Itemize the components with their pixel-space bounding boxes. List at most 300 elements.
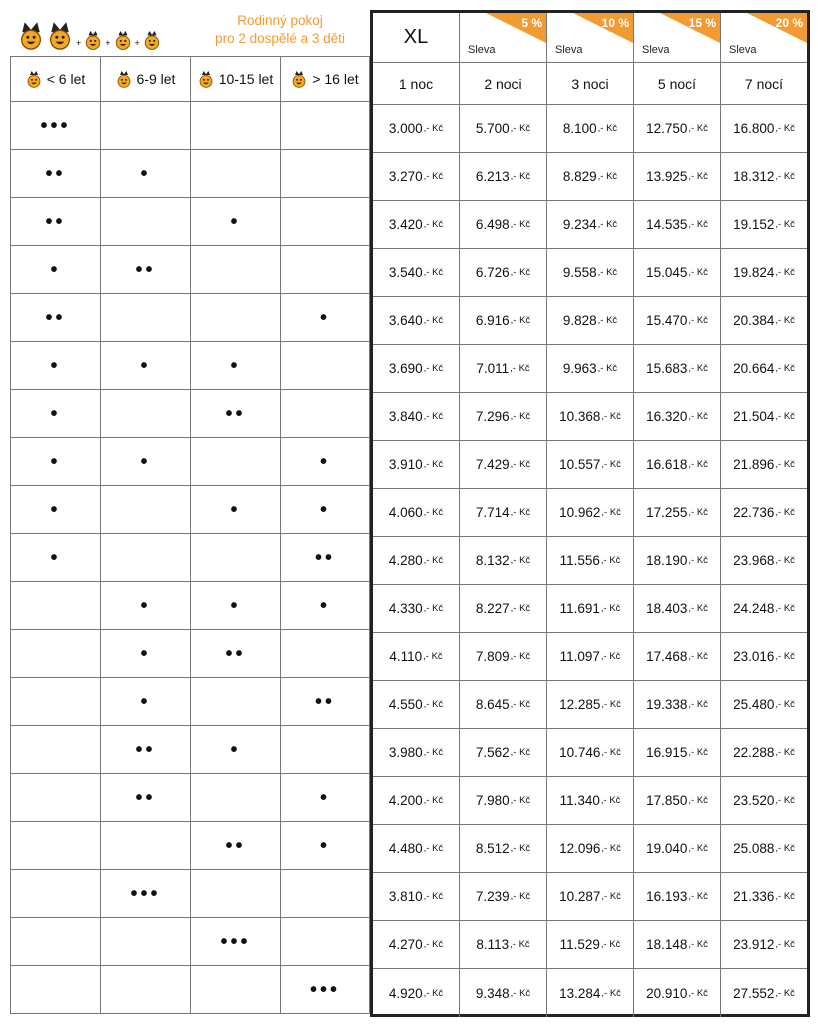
currency-label: ,- Kč bbox=[600, 603, 621, 614]
currency-label: ,- Kč bbox=[775, 651, 795, 662]
price-cell bbox=[720, 441, 807, 488]
price-value: 9.234 bbox=[562, 217, 597, 232]
children-count-cell bbox=[280, 918, 370, 965]
price-cell bbox=[720, 489, 807, 536]
price-value: 10.287 bbox=[559, 889, 601, 904]
currency-label: ,- Kč bbox=[597, 123, 618, 134]
price-cell bbox=[720, 537, 807, 584]
children-count-cell: • bbox=[190, 486, 280, 533]
price-value: 7.714 bbox=[475, 505, 510, 520]
children-row bbox=[10, 342, 370, 390]
price-cell bbox=[633, 825, 720, 872]
currency-label: ,- Kč bbox=[600, 939, 621, 950]
children-count-cell bbox=[190, 438, 280, 485]
currency-label: ,- Kč bbox=[775, 507, 795, 518]
price-cell bbox=[459, 489, 546, 536]
price-cell bbox=[546, 777, 633, 824]
children-count-cell bbox=[10, 918, 100, 965]
price-cell bbox=[720, 969, 807, 1017]
children-count-cell: • bbox=[100, 342, 190, 389]
currency-label: ,- Kč bbox=[775, 267, 795, 278]
children-count-cell: • bbox=[10, 486, 100, 533]
currency-label: ,- Kč bbox=[510, 747, 531, 758]
price-cell bbox=[720, 633, 807, 680]
price-value: 4.280 bbox=[388, 553, 423, 568]
price-cell bbox=[546, 153, 633, 200]
currency-label: ,- Kč bbox=[597, 315, 618, 326]
discount-pct: 15 % bbox=[688, 16, 716, 30]
price-cell bbox=[373, 537, 459, 584]
currency-label: ,- Kč bbox=[423, 987, 444, 999]
price-value: 20.384 bbox=[733, 313, 775, 328]
price-value: 8.227 bbox=[475, 601, 510, 616]
child-face-icon bbox=[143, 29, 161, 56]
children-count-cell: • bbox=[280, 438, 370, 485]
children-count-cell: • bbox=[280, 822, 370, 869]
price-value: 6.213 bbox=[475, 169, 510, 184]
children-count-cell bbox=[100, 966, 190, 1013]
price-value: 11.097 bbox=[559, 649, 600, 664]
child-face-icon bbox=[116, 69, 134, 89]
price-value: 7.562 bbox=[475, 745, 510, 760]
price-row bbox=[373, 585, 807, 633]
currency-label: ,- Kč bbox=[600, 555, 621, 566]
price-value: 18.312 bbox=[733, 169, 775, 184]
price-cell bbox=[546, 441, 633, 488]
currency-label: ,- Kč bbox=[600, 795, 621, 806]
currency-label: ,- Kč bbox=[423, 699, 444, 710]
children-count-cell bbox=[10, 870, 100, 917]
price-value: 4.060 bbox=[388, 505, 423, 520]
currency-label: ,- Kč bbox=[775, 171, 795, 182]
price-cell bbox=[373, 345, 459, 392]
currency-label: ,- Kč bbox=[423, 363, 444, 374]
price-value: 10.557 bbox=[559, 457, 601, 472]
price-value: 20.910 bbox=[646, 985, 688, 1001]
price-row bbox=[373, 537, 807, 585]
children-count-cell bbox=[100, 534, 190, 581]
price-cell bbox=[546, 537, 633, 584]
price-cell bbox=[633, 681, 720, 728]
currency-label: ,- Kč bbox=[688, 699, 708, 710]
currency-label: ,- Kč bbox=[601, 987, 621, 999]
children-row bbox=[10, 150, 370, 198]
price-value: 17.468 bbox=[646, 649, 688, 664]
price-value: 16.915 bbox=[646, 745, 688, 760]
children-count-cell: • bbox=[10, 534, 100, 581]
currency-label: ,- Kč bbox=[775, 555, 795, 566]
children-count-cell bbox=[190, 246, 280, 293]
price-cell bbox=[633, 393, 720, 440]
price-cell bbox=[546, 489, 633, 536]
currency-label: ,- Kč bbox=[688, 555, 708, 566]
child-face-icon bbox=[198, 69, 216, 89]
currency-label: ,- Kč bbox=[510, 363, 530, 374]
children-count-cell bbox=[280, 726, 370, 773]
price-value: 16.800 bbox=[733, 121, 775, 136]
discount-cell bbox=[459, 13, 546, 62]
price-row bbox=[373, 441, 807, 489]
price-value: 15.470 bbox=[646, 313, 688, 328]
price-cell bbox=[546, 585, 633, 632]
price-cell bbox=[546, 921, 633, 968]
currency-label: ,- Kč bbox=[775, 939, 795, 950]
price-cell bbox=[546, 393, 633, 440]
currency-label: ,- Kč bbox=[688, 267, 708, 278]
price-value: 12.096 bbox=[559, 841, 601, 856]
price-cell bbox=[546, 873, 633, 920]
currency-label: ,- Kč bbox=[423, 747, 444, 758]
currency-label: ,- Kč bbox=[423, 795, 444, 806]
children-row bbox=[10, 582, 370, 630]
price-cell bbox=[546, 825, 633, 872]
currency-label: ,- Kč bbox=[510, 651, 531, 662]
currency-label: ,- Kč bbox=[510, 459, 531, 470]
children-count-cell bbox=[100, 918, 190, 965]
children-row bbox=[10, 246, 370, 294]
currency-label: ,- Kč bbox=[688, 315, 708, 326]
price-cell bbox=[546, 729, 633, 776]
discount-pct: 5 % bbox=[521, 16, 542, 30]
currency-label: ,- Kč bbox=[688, 219, 708, 230]
room-title-line1: Rodinný pokoj bbox=[237, 13, 323, 28]
price-cell bbox=[633, 585, 720, 632]
children-count-cell: •• bbox=[190, 390, 280, 437]
children-row bbox=[10, 822, 370, 870]
price-value: 16.320 bbox=[646, 409, 688, 424]
price-cell bbox=[459, 297, 546, 344]
currency-label: ,- Kč bbox=[775, 987, 795, 999]
price-row bbox=[373, 873, 807, 921]
child-face-icon bbox=[84, 29, 102, 56]
currency-label: ,- Kč bbox=[510, 795, 531, 806]
price-cell bbox=[459, 777, 546, 824]
price-value: 3.420 bbox=[388, 217, 423, 232]
children-count-cell bbox=[280, 198, 370, 245]
children-count-cell: •• bbox=[10, 150, 100, 197]
currency-label: ,- Kč bbox=[688, 507, 708, 518]
currency-label: ,- Kč bbox=[775, 603, 795, 614]
children-count-cell: •• bbox=[100, 726, 190, 773]
children-count-cell: • bbox=[280, 774, 370, 821]
currency-label: ,- Kč bbox=[688, 363, 708, 374]
children-count-cell bbox=[10, 726, 100, 773]
age-header-row bbox=[10, 56, 370, 102]
price-value: 16.618 bbox=[646, 457, 688, 472]
children-count-cell bbox=[100, 102, 190, 149]
price-cell bbox=[720, 825, 807, 872]
currency-label: ,- Kč bbox=[688, 795, 708, 806]
price-cell bbox=[373, 489, 459, 536]
children-count-cell bbox=[190, 102, 280, 149]
children-count-cell: •• bbox=[100, 246, 190, 293]
children-count-cell bbox=[100, 294, 190, 341]
price-cell bbox=[720, 921, 807, 968]
price-value: 8.113 bbox=[476, 937, 510, 952]
price-cell bbox=[633, 441, 720, 488]
price-value: 22.288 bbox=[733, 745, 775, 760]
currency-label: ,- Kč bbox=[597, 219, 618, 230]
currency-label: ,- Kč bbox=[510, 891, 531, 902]
price-cell bbox=[546, 201, 633, 248]
children-count-cell: ••• bbox=[100, 870, 190, 917]
price-value: 5.700 bbox=[475, 121, 510, 136]
price-cell bbox=[546, 681, 633, 728]
children-count-cell: • bbox=[190, 342, 280, 389]
price-cell bbox=[459, 393, 546, 440]
price-cell bbox=[373, 105, 459, 152]
currency-label: ,- Kč bbox=[510, 555, 531, 566]
price-value: 10.746 bbox=[559, 745, 601, 760]
age-header-label: < 6 let bbox=[46, 71, 86, 87]
children-row bbox=[10, 918, 370, 966]
currency-label: ,- Kč bbox=[510, 411, 531, 422]
children-count-cell bbox=[100, 822, 190, 869]
currency-label: ,- Kč bbox=[688, 603, 708, 614]
price-value: 6.498 bbox=[475, 217, 510, 232]
plus-icon: + bbox=[134, 38, 140, 48]
children-count-cell: •• bbox=[280, 678, 370, 725]
price-value: 7.011 bbox=[476, 361, 510, 376]
currency-label: ,- Kč bbox=[600, 651, 621, 662]
price-row bbox=[373, 345, 807, 393]
currency-label: ,- Kč bbox=[423, 555, 444, 566]
price-cell bbox=[720, 729, 807, 776]
children-count-cell: • bbox=[280, 294, 370, 341]
price-cell bbox=[459, 633, 546, 680]
children-count-cell: •• bbox=[190, 630, 280, 677]
children-count-cell bbox=[280, 150, 370, 197]
discount-label: Sleva bbox=[468, 44, 496, 56]
currency-label: ,- Kč bbox=[775, 843, 795, 854]
age-header-over16 bbox=[280, 57, 370, 101]
children-row bbox=[10, 102, 370, 150]
children-count-cell: • bbox=[100, 582, 190, 629]
currency-label: ,- Kč bbox=[423, 267, 444, 278]
currency-label: ,- Kč bbox=[688, 651, 708, 662]
children-count-cell: • bbox=[100, 150, 190, 197]
price-cell bbox=[546, 249, 633, 296]
price-value: 4.200 bbox=[388, 793, 423, 808]
price-cell bbox=[373, 153, 459, 200]
price-cell bbox=[459, 585, 546, 632]
currency-label: ,- Kč bbox=[510, 123, 531, 134]
children-count-cell: • bbox=[10, 342, 100, 389]
children-count-cell: •• bbox=[190, 822, 280, 869]
price-row bbox=[373, 105, 807, 153]
currency-label: ,- Kč bbox=[510, 315, 531, 326]
price-cell bbox=[720, 249, 807, 296]
children-row bbox=[10, 198, 370, 246]
price-value: 3.810 bbox=[388, 889, 423, 904]
price-cell bbox=[373, 441, 459, 488]
price-cell bbox=[546, 345, 633, 392]
children-count-cell: • bbox=[10, 438, 100, 485]
price-value: 21.504 bbox=[733, 409, 775, 424]
price-value: 3.690 bbox=[388, 361, 423, 376]
price-value: 11.340 bbox=[559, 793, 600, 808]
children-count-cell bbox=[10, 774, 100, 821]
children-row bbox=[10, 294, 370, 342]
currency-label: ,- Kč bbox=[423, 939, 444, 950]
price-value: 9.348 bbox=[475, 985, 510, 1001]
price-value: 23.912 bbox=[733, 937, 775, 952]
currency-label: ,- Kč bbox=[601, 459, 621, 470]
price-cell bbox=[459, 681, 546, 728]
age-header-6-9 bbox=[100, 57, 190, 101]
children-count-cell bbox=[190, 534, 280, 581]
children-count-cell: • bbox=[190, 198, 280, 245]
price-value: 13.925 bbox=[646, 169, 688, 184]
children-row bbox=[10, 438, 370, 486]
price-cell bbox=[459, 249, 546, 296]
price-row bbox=[373, 393, 807, 441]
currency-label: ,- Kč bbox=[775, 315, 795, 326]
currency-label: ,- Kč bbox=[601, 843, 621, 854]
price-cell bbox=[633, 297, 720, 344]
price-cell bbox=[459, 345, 546, 392]
price-cell bbox=[459, 921, 546, 968]
price-value: 3.840 bbox=[388, 409, 423, 424]
price-value: 10.368 bbox=[559, 409, 601, 424]
price-value: 7.296 bbox=[475, 409, 510, 424]
currency-label: ,- Kč bbox=[597, 363, 618, 374]
currency-label: ,- Kč bbox=[688, 843, 708, 854]
price-cell bbox=[546, 105, 633, 152]
price-cell bbox=[633, 729, 720, 776]
price-value: 4.270 bbox=[388, 937, 423, 952]
children-row bbox=[10, 534, 370, 582]
price-cell bbox=[633, 153, 720, 200]
currency-label: ,- Kč bbox=[688, 171, 708, 182]
plus-icon: + bbox=[76, 38, 82, 48]
discount-cell bbox=[720, 13, 807, 62]
price-cell bbox=[459, 441, 546, 488]
currency-label: ,- Kč bbox=[423, 219, 444, 230]
children-count-cell: • bbox=[100, 678, 190, 725]
price-cell bbox=[459, 105, 546, 152]
price-cell bbox=[720, 873, 807, 920]
price-cell bbox=[459, 825, 546, 872]
price-value: 15.045 bbox=[646, 265, 688, 280]
children-count-cell bbox=[190, 678, 280, 725]
price-value: 8.100 bbox=[562, 121, 597, 136]
currency-label: ,- Kč bbox=[601, 747, 621, 758]
currency-label: ,- Kč bbox=[601, 411, 621, 422]
currency-label: ,- Kč bbox=[510, 219, 531, 230]
price-value: 13.284 bbox=[559, 985, 601, 1001]
price-cell bbox=[720, 585, 807, 632]
children-count-cell bbox=[280, 102, 370, 149]
price-value: 20.664 bbox=[733, 361, 775, 376]
price-value: 6.916 bbox=[475, 313, 510, 328]
price-value: 8.645 bbox=[475, 697, 510, 712]
price-value: 7.239 bbox=[475, 889, 510, 904]
price-cell bbox=[720, 393, 807, 440]
currency-label: ,- Kč bbox=[775, 411, 795, 422]
price-cell bbox=[546, 633, 633, 680]
price-value: 19.040 bbox=[646, 841, 688, 856]
children-count-cell bbox=[100, 198, 190, 245]
currency-label: ,- Kč bbox=[688, 459, 708, 470]
children-row bbox=[10, 678, 370, 726]
currency-label: ,- Kč bbox=[775, 699, 795, 710]
price-value: 19.824 bbox=[733, 265, 775, 280]
currency-label: ,- Kč bbox=[423, 171, 444, 182]
price-value: 24.248 bbox=[733, 601, 775, 616]
price-row bbox=[373, 681, 807, 729]
price-value: 12.750 bbox=[646, 121, 688, 136]
currency-label: ,- Kč bbox=[775, 123, 795, 134]
children-count-cell bbox=[190, 150, 280, 197]
child-face-icon bbox=[114, 29, 132, 56]
currency-label: ,- Kč bbox=[775, 891, 795, 902]
children-count-cell: • bbox=[100, 438, 190, 485]
children-row bbox=[10, 870, 370, 918]
children-count-cell bbox=[190, 966, 280, 1013]
children-age-table bbox=[10, 56, 370, 1014]
room-code: XL bbox=[403, 26, 429, 48]
price-value: 7.429 bbox=[475, 457, 510, 472]
price-value: 4.920 bbox=[388, 985, 423, 1001]
children-count-cell bbox=[10, 678, 100, 725]
currency-label: ,- Kč bbox=[510, 171, 531, 182]
price-row bbox=[373, 825, 807, 873]
price-value: 25.480 bbox=[733, 697, 775, 712]
currency-label: ,- Kč bbox=[601, 507, 621, 518]
price-value: 3.910 bbox=[388, 457, 423, 472]
price-cell bbox=[373, 393, 459, 440]
children-count-cell bbox=[10, 822, 100, 869]
child-face-icon bbox=[26, 69, 44, 89]
price-cell bbox=[373, 585, 459, 632]
price-row bbox=[373, 201, 807, 249]
children-row bbox=[10, 726, 370, 774]
price-value: 11.691 bbox=[559, 601, 600, 616]
price-value: 8.512 bbox=[475, 841, 510, 856]
children-count-cell: •• bbox=[100, 774, 190, 821]
price-value: 12.285 bbox=[559, 697, 601, 712]
price-cell bbox=[633, 969, 720, 1017]
children-count-cell bbox=[280, 870, 370, 917]
price-value: 23.016 bbox=[733, 649, 775, 664]
price-value: 18.403 bbox=[646, 601, 688, 616]
price-value: 17.255 bbox=[646, 505, 688, 520]
price-value: 4.110 bbox=[389, 649, 423, 664]
discount-cell bbox=[633, 13, 720, 62]
price-cell bbox=[373, 921, 459, 968]
price-value: 22.736 bbox=[733, 505, 775, 520]
nights-cell: 7 nocí bbox=[720, 63, 807, 104]
children-count-cell: • bbox=[190, 726, 280, 773]
price-value: 17.850 bbox=[646, 793, 688, 808]
children-count-cell: • bbox=[10, 390, 100, 437]
currency-label: ,- Kč bbox=[510, 843, 531, 854]
currency-label: ,- Kč bbox=[688, 123, 708, 134]
currency-label: ,- Kč bbox=[688, 939, 708, 950]
children-count-cell bbox=[280, 390, 370, 437]
price-value: 9.828 bbox=[562, 313, 597, 328]
children-count-cell bbox=[280, 630, 370, 677]
price-cell bbox=[373, 969, 459, 1017]
children-row bbox=[10, 486, 370, 534]
price-value: 7.980 bbox=[475, 793, 510, 808]
price-value: 18.190 bbox=[646, 553, 688, 568]
price-cell bbox=[546, 297, 633, 344]
queen-face-icon bbox=[47, 21, 73, 56]
price-value: 4.330 bbox=[388, 601, 423, 616]
age-header-10-15 bbox=[190, 57, 280, 101]
